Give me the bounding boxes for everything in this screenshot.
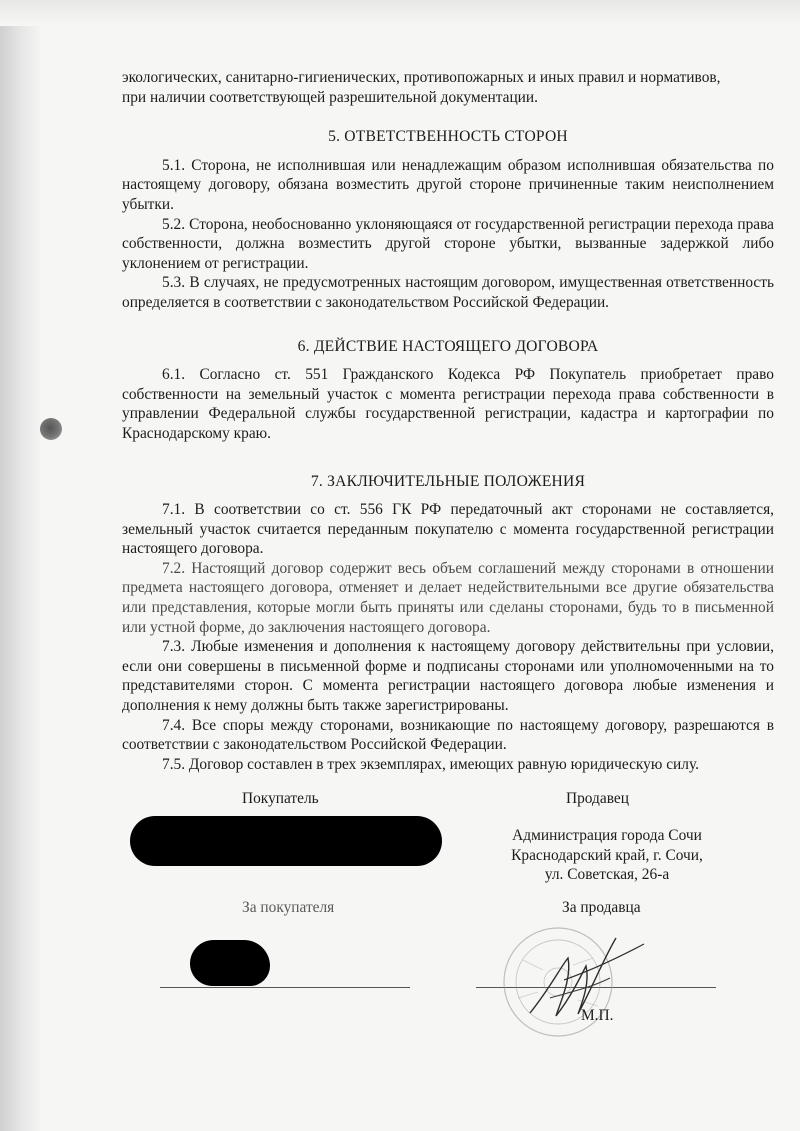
buyer-signature-line bbox=[160, 987, 410, 988]
seller-org-region: Краснодарский край, г. Сочи, bbox=[511, 846, 703, 864]
intro-line-1: экологических, санитарно-гигиенических, противопожарных и иных правил и нормативов, bbox=[122, 69, 721, 86]
for-seller-label: За продавца bbox=[562, 899, 641, 916]
section-7-heading: 7. ЗАКЛЮЧИТЕЛЬНЫЕ ПОЛОЖЕНИЯ bbox=[310, 472, 586, 490]
contract-page bbox=[122, 68, 774, 774]
seller-org-name: Администрация города Сочи bbox=[512, 827, 702, 844]
punch-hole bbox=[40, 418, 62, 440]
seller-organization bbox=[494, 826, 720, 885]
stamp-place-label: М.П. bbox=[581, 1007, 614, 1024]
intro-line-2: при наличии соответствующей разрешительной документации. bbox=[122, 88, 538, 106]
clause-7-1: 7.1. В соответствии со ст. 556 ГК РФ передаточный акт сторонами не составляется, земельный участок считается переданным покупателю с момента государственной регистрации настоящего договора. bbox=[122, 501, 774, 558]
clause-5-3: 5.3. В случаях, не предусмотренных настоящим договором, имущественная ответственность определяется в соответствии с законодательством Российской Федерации. bbox=[122, 274, 774, 311]
section-6-heading: 6. ДЕЙСТВИЕ НАСТОЯЩЕГО ДОГОВОРА bbox=[297, 337, 599, 355]
seller-heading: Продавец bbox=[566, 790, 629, 807]
section-5-heading: 5. ОТВЕТСТВЕННОСТЬ СТОРОН bbox=[328, 128, 568, 146]
clause-7-2: 7.2. Настоящий договор содержит весь объем соглашений между сторонами в отношении предмета настоящего договора, отменяет и делает недействительными все другие обязательства или представления, которые могли быть приняты или сделаны сторонами, будь то в письменной или устной форме, до заключения настоящего договора. bbox=[122, 559, 774, 636]
clause-5-2: 5.2. Сторона, необоснованно уклоняющаяся от государственной регистрации перехода права собственности, должна возместить другой стороне убытки, вызванные задержкой либо уклонением от регистрации. bbox=[122, 215, 774, 272]
scan-shadow-left bbox=[0, 0, 42, 1131]
clause-7-4: 7.4. Все споры между сторонами, возникающие по настоящему договору, разрешаются в соответствии с законодательством Российской Федерации. bbox=[122, 716, 774, 754]
buyer-name-redaction bbox=[130, 816, 442, 866]
clause-6-1: 6.1. Согласно ст. 551 Гражданского Кодекса РФ Покупатель приобретает право собственности на земельный участок с момента регистрации перехода права собственности в управлении Федеральной службы государственной регистрации, кадастра и картографии по Краснодарскому краю. bbox=[122, 366, 774, 442]
seller-org-address: ул. Советская, 26-а bbox=[544, 866, 670, 884]
buyer-heading: Покупатель bbox=[242, 790, 319, 807]
for-buyer-label: За покупателя bbox=[242, 899, 335, 916]
scan-shadow-top bbox=[0, 0, 800, 26]
intro-text bbox=[122, 68, 774, 107]
clause-7-3: 7.3. Любые изменения и дополнения к настоящему договору действительны при условии, если они совершены в письменной форме и подписаны сторонами или уполномоченными на то представителями сторон. С момента регистрации настоящего договора любые изменения и дополнения к нему должны быть также зарегистрированы. bbox=[122, 638, 774, 715]
clause-5-1: 5.1. Сторона, не исполнившая или ненадлежащим образом исполнившая обязательства по настоящему договору, обязана возместить другой стороне причиненные таким неисполнением убытки. bbox=[122, 156, 774, 213]
buyer-signature-redaction bbox=[190, 940, 270, 986]
clause-7-5: 7.5. Договор составлен в трех экземплярах, имеющих равную юридическую силу. bbox=[162, 755, 699, 773]
